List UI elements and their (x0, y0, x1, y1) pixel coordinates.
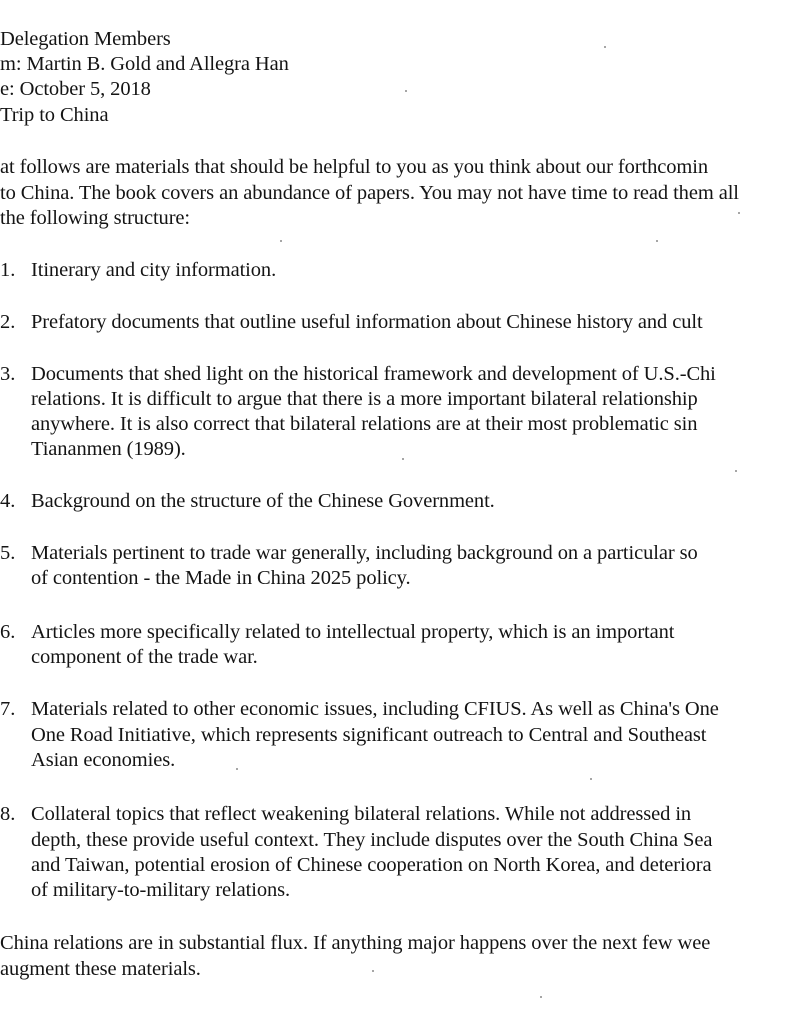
list-item-number: 8. (0, 803, 16, 825)
list-item-text: Collateral topics that reflect weakening bilateral relations. While not addressed in (31, 803, 692, 825)
scan-speck (236, 768, 238, 770)
list-item-text: anywhere. It is also correct that bilateral relations are at their most problematic sin (31, 413, 698, 435)
intro-line-2: to China. The book covers an abundance of papers. You may not have time to read them all (0, 182, 739, 204)
list-item-text: Asian economies. (31, 749, 176, 771)
list-item-number: 5. (0, 542, 16, 564)
list-item-text: Prefatory documents that outline useful information about Chinese history and cult (31, 311, 703, 333)
scan-speck (540, 996, 542, 998)
intro-line-3: the following structure: (0, 207, 191, 229)
list-item-text: relations. It is difficult to argue that there is a more important bilateral relationship (31, 388, 698, 410)
scan-speck (656, 240, 658, 242)
intro-line-1: at follows are materials that should be helpful to you as you think about our forthcomin (0, 156, 708, 178)
list-item-text: of military-to-military relations. (31, 879, 291, 901)
list-item-number: 2. (0, 311, 16, 333)
memo-subject-line: Trip to China (0, 104, 109, 126)
scan-speck (738, 212, 740, 214)
list-item-number: 7. (0, 698, 16, 720)
list-item-text: Tiananmen (1989). (31, 438, 186, 460)
list-item-text: and Taiwan, potential erosion of Chinese cooperation on North Korea, and deteriora (31, 854, 712, 876)
closing-line-2: augment these materials. (0, 958, 201, 980)
list-item-number: 4. (0, 490, 16, 512)
scan-speck (405, 90, 407, 92)
closing-line-1: China relations are in substantial flux. If anything major happens over the next few wee (0, 932, 711, 954)
list-item-number: 1. (0, 259, 16, 281)
list-item-text: Background on the structure of the Chinese Government. (31, 490, 495, 512)
list-item-text: depth, these provide useful context. They include disputes over the South China Sea (31, 829, 713, 851)
scan-speck (372, 970, 374, 972)
scan-speck (402, 458, 404, 460)
memo-date-line: e: October 5, 2018 (0, 78, 151, 100)
scan-speck (280, 240, 282, 242)
list-item-text: of contention - the Made in China 2025 policy. (31, 567, 411, 589)
list-item-text: Documents that shed light on the historical framework and development of U.S.-Chi (31, 363, 716, 385)
memo-from-line: m: Martin B. Gold and Allegra Han (0, 53, 289, 75)
list-item-text: Materials pertinent to trade war generally, including background on a particular so (31, 542, 698, 564)
list-item-text: One Road Initiative, which represents significant outreach to Central and Southeast (31, 724, 707, 746)
scan-speck (590, 778, 592, 780)
list-item-text: Materials related to other economic issues, including CFIUS. As well as China's One (31, 698, 719, 720)
list-item-number: 6. (0, 621, 16, 643)
scan-speck (735, 470, 737, 472)
list-item-number: 3. (0, 363, 16, 385)
memo-to-line: Delegation Members (0, 28, 171, 50)
scan-speck (604, 46, 606, 48)
list-item-text: Articles more specifically related to intellectual property, which is an important (31, 621, 675, 643)
list-item-text: component of the trade war. (31, 646, 258, 668)
list-item-text: Itinerary and city information. (31, 259, 277, 281)
